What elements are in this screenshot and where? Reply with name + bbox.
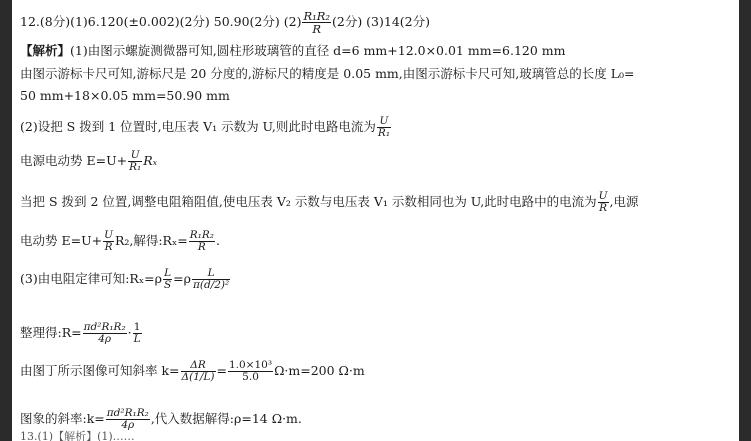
explain-line-4: (2)设把 S 拨到 1 位置时,电压表 V₁ 示数为 U,则此时电路电流为 $\frac{U}{\text{R₁}}$ (20, 115, 391, 139)
fraction-pid2-4rho: $\frac{\text{πd²R₁R₂}}{4\rho}$ (106, 407, 149, 431)
fraction-1-l: $\frac{1}{L}$ (133, 321, 141, 345)
fraction-u-r: $\frac{U}{R}$ (598, 190, 608, 214)
explain-line-6: 当把 S 拨到 2 位置,调整电阻箱阻值,使电压表 V₂ 示数与电压表 V₁ 示数相同也为 U,此时电路中的电流为 $\frac{U}{R}$ ,电源 (20, 190, 639, 214)
explain-line-1: 【解析】(1)由图示螺旋测微器可知,圆柱形玻璃管的直径 d=6 mm+12.0×0.01 mm=6.120 mm (20, 43, 566, 58)
fraction-r1r2-r: $\frac{\text{R₁R₂}}{R}$ (189, 229, 214, 253)
explain-line-11: 图象的斜率:k= $\frac{\text{πd²R₁R₂}}{4\rho}$ ,代入数据解得:ρ=14 Ω·m. (20, 407, 302, 431)
explain-line-2: 由图示游标卡尺可知,游标尺是 20 分度的,游标尺的精度是 0.05 mm,由图示游标卡尺可知,玻璃管总的长度 L₀= (20, 66, 635, 81)
answer-head: 12.(8分)(1)6.120(±0.002)(2分) 50.90(2分) (2) (20, 14, 302, 29)
fraction-l-area: $\frac{L}{\text{π(d/2)²}}$ (192, 267, 230, 291)
fraction-u-r1: $\frac{U}{\text{R₁}}$ (377, 115, 391, 139)
fraction-pid2-4rho: $\frac{\text{πd²R₁R₂}}{4\rho}$ (83, 321, 126, 345)
fraction-slope: $\frac{\Delta R}{\Delta(1/L)}$ (181, 359, 215, 383)
fraction-u-r1: $\frac{U}{\text{R₁}}$ (129, 149, 142, 173)
fraction-value: $\frac{\text{1.0×10³}}{5.0}$ (228, 359, 273, 383)
explain-line-7: 电动势 E=U+ $\frac{U}{R}$ R₂,解得:Rₓ= $\frac{\text{R₁R₂}}{R}$ . (20, 229, 220, 253)
cutoff-next-line: 13.(1)【解析】(1)…… (20, 430, 135, 441)
explain-line-8: (3)由电阻定律可知:Rₓ=ρ $\frac{L}{S}$ =ρ $\frac{L}{\text{π(d/2)²}}$ (20, 267, 230, 291)
explain-line-5: 电源电动势 E=U+ $\frac{U}{\text{R₁}}$ Rₓ (20, 149, 158, 173)
answer-line (20, 10, 430, 35)
answer-fraction: $\frac{\text{R₁R₂}}{R}$ (303, 9, 330, 36)
fraction-l-s: $\frac{L}{S}$ (163, 267, 172, 291)
answer-tail: (2分) (3)14(2分) (332, 14, 430, 29)
explain-tag: 【解析】 (20, 43, 71, 58)
fraction-u-r: $\frac{U}{R}$ (104, 229, 113, 253)
explain-line-3: 50 mm+18×0.05 mm=50.90 mm (20, 88, 230, 103)
document-page (12, 0, 739, 441)
explain-line-10: 由图丁所示图像可知斜率 k= $\frac{\Delta R}{\Delta(1/L)}$ = $\frac{\text{1.0×10³}}{5.0}$ Ω·m=200 Ω·m (20, 359, 365, 383)
explain-line-9: 整理得:R= $\frac{\text{πd²R₁R₂}}{4\rho}$ · $\frac{1}{L}$ (20, 321, 141, 345)
